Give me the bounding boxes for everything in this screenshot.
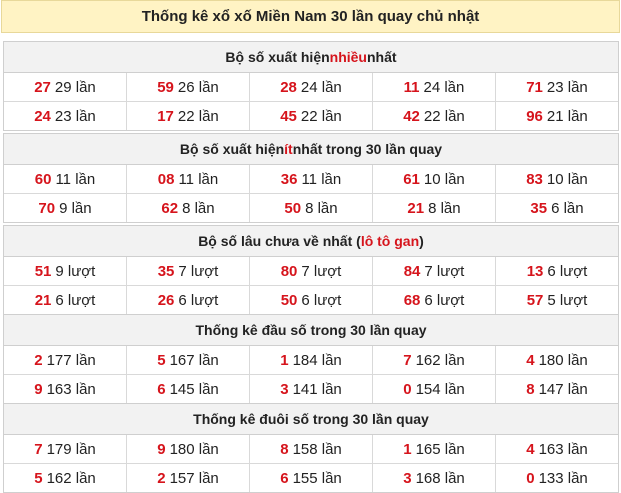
- lotto-number: 83: [526, 170, 543, 188]
- lotto-number: 0: [403, 380, 412, 398]
- lotto-number: 62: [161, 199, 179, 217]
- stats-cell: [4, 102, 127, 130]
- lotto-number: 35: [157, 262, 175, 280]
- occurrence-count: 8 lần: [305, 199, 338, 217]
- occurrence-count: 11 lần: [55, 170, 96, 188]
- occurrence-count: 145 lần: [169, 380, 219, 398]
- lotto-number: 50: [280, 291, 298, 309]
- occurrence-count: 5 lượt: [547, 291, 588, 309]
- stats-cell: [250, 346, 373, 374]
- occurrence-count: 7 lượt: [301, 262, 342, 280]
- stats-cell: [127, 257, 250, 285]
- stats-cell: [250, 194, 373, 222]
- occurrence-count: 7 lượt: [424, 262, 465, 280]
- lotto-number: 3: [403, 469, 412, 487]
- occurrence-count: 6 lượt: [301, 291, 342, 309]
- lotto-number: 6: [280, 469, 289, 487]
- stats-cell: [250, 435, 373, 463]
- lotto-number: 50: [284, 199, 302, 217]
- lotto-number: 5: [157, 351, 166, 369]
- occurrence-count: 163 lần: [46, 380, 96, 398]
- occurrence-count: 133 lần: [538, 469, 588, 487]
- stats-cell: [250, 375, 373, 403]
- lotto-number: 08: [157, 170, 175, 188]
- section-heading-text: Bộ số lâu chưa về nhất (: [198, 233, 361, 249]
- lotto-number: 3: [280, 380, 289, 398]
- stats-cell: [373, 102, 496, 130]
- occurrence-count: 167 lần: [169, 351, 219, 369]
- occurrence-count: 177 lần: [46, 351, 96, 369]
- stats-cell: [373, 435, 496, 463]
- occurrence-count: 9 lần: [59, 199, 92, 217]
- lotto-number: 0: [526, 469, 535, 487]
- page-title: Thống kê xổ xố Miền Nam 30 lần quay chủ nhật: [1, 0, 620, 33]
- stats-cell: [127, 102, 250, 130]
- stats-cell: [127, 346, 250, 374]
- occurrence-count: 6 lượt: [547, 262, 588, 280]
- stats-cell: [250, 257, 373, 285]
- lotto-number: 13: [526, 262, 544, 280]
- lotto-number: 36: [280, 170, 298, 188]
- stats-cell: [373, 194, 496, 222]
- occurrence-count: 22 lần: [177, 107, 219, 125]
- lotto-number: 68: [403, 291, 421, 309]
- occurrence-count: 141 lần: [292, 380, 342, 398]
- occurrence-count: 8 lần: [182, 199, 215, 217]
- lotto-number: 35: [530, 199, 548, 217]
- stats-cell: [127, 73, 250, 101]
- stats-section: [3, 314, 619, 404]
- lotto-number: 59: [157, 78, 174, 96]
- occurrence-count: 6 lượt: [178, 291, 219, 309]
- occurrence-count: 162 lần: [46, 469, 96, 487]
- section-heading: [4, 42, 618, 73]
- stats-cell: [4, 194, 127, 222]
- occurrence-count: 184 lần: [292, 351, 342, 369]
- stats-cell: [4, 346, 127, 374]
- stats-cell: [496, 346, 618, 374]
- stats-cell: [496, 435, 618, 463]
- lotto-number: 42: [403, 107, 420, 125]
- lotto-number: 8: [526, 380, 535, 398]
- stats-cell: [250, 464, 373, 492]
- occurrence-count: 11 lần: [301, 170, 342, 188]
- lotto-number: 51: [34, 262, 52, 280]
- section-heading-highlight: ít: [284, 141, 293, 157]
- occurrence-count: 23 lần: [54, 107, 96, 125]
- occurrence-count: 157 lần: [169, 469, 219, 487]
- stats-row: [4, 257, 618, 286]
- stats-cell: [496, 73, 618, 101]
- occurrence-count: 154 lần: [415, 380, 465, 398]
- stats-section: [3, 225, 619, 315]
- stats-row: [4, 194, 618, 222]
- stats-row: [4, 375, 618, 403]
- section-heading-text: Thống kê đuôi số trong 30 lần quay: [193, 411, 429, 427]
- stats-cell: [4, 435, 127, 463]
- occurrence-count: 21 lần: [546, 107, 588, 125]
- occurrence-count: 24 lần: [300, 78, 342, 96]
- stats-cell: [373, 286, 496, 314]
- stats-cell: [373, 375, 496, 403]
- lotto-number: 1: [280, 351, 289, 369]
- stats-cell: [373, 257, 496, 285]
- stats-cell: [127, 194, 250, 222]
- stats-cell: [127, 165, 250, 193]
- section-heading: [4, 134, 618, 165]
- occurrence-count: 29 lần: [54, 78, 96, 96]
- stats-row: [4, 346, 618, 375]
- lotto-number: 96: [526, 107, 543, 125]
- occurrence-count: 6 lượt: [424, 291, 465, 309]
- lotto-number: 11: [403, 78, 420, 96]
- section-heading: [4, 315, 618, 346]
- stats-cell: [496, 375, 618, 403]
- lotto-number: 45: [280, 107, 297, 125]
- stats-cell: [4, 73, 127, 101]
- stats-cell: [496, 165, 618, 193]
- occurrence-count: 162 lần: [415, 351, 465, 369]
- stats-section: [3, 41, 619, 131]
- section-heading-text: Thống kê đầu số trong 30 lần quay: [195, 322, 427, 338]
- stats-row: [4, 464, 618, 492]
- lotto-number: 21: [34, 291, 52, 309]
- occurrence-count: 23 lần: [546, 78, 588, 96]
- stats-cell: [373, 464, 496, 492]
- stats-cell: [127, 375, 250, 403]
- section-heading: [4, 404, 618, 435]
- section-heading: [4, 226, 618, 257]
- occurrence-count: 180 lần: [538, 351, 588, 369]
- stats-cell: [4, 286, 127, 314]
- occurrence-count: 8 lần: [428, 199, 461, 217]
- section-heading-highlight: nhiều: [329, 49, 367, 65]
- occurrence-count: 163 lần: [538, 440, 588, 458]
- lotto-number: 57: [526, 291, 544, 309]
- stats-row: [4, 286, 618, 314]
- lotto-number: 7: [34, 440, 43, 458]
- occurrence-count: 6 lượt: [55, 291, 96, 309]
- occurrence-count: 9 lượt: [55, 262, 96, 280]
- lotto-number: 9: [34, 380, 43, 398]
- lotto-number: 9: [157, 440, 166, 458]
- lotto-number: 7: [403, 351, 412, 369]
- lotto-number: 28: [280, 78, 297, 96]
- stats-cell: [127, 435, 250, 463]
- lotto-number: 4: [526, 351, 535, 369]
- lotto-number: 27: [34, 78, 51, 96]
- occurrence-count: 22 lần: [300, 107, 342, 125]
- stats-row: [4, 102, 618, 130]
- lotto-number: 26: [157, 291, 175, 309]
- stats-section: [3, 133, 619, 223]
- lotto-number: 4: [526, 440, 535, 458]
- stats-row: [4, 435, 618, 464]
- stats-cell: [496, 257, 618, 285]
- stats-cell: [373, 165, 496, 193]
- occurrence-count: 158 lần: [292, 440, 342, 458]
- occurrence-count: 11 lần: [178, 170, 219, 188]
- stats-cell: [496, 102, 618, 130]
- stats-cell: [4, 165, 127, 193]
- stats-cell: [250, 165, 373, 193]
- stats-cell: [4, 375, 127, 403]
- occurrence-count: 7 lượt: [178, 262, 219, 280]
- lotto-number: 1: [403, 440, 412, 458]
- occurrence-count: 168 lần: [415, 469, 465, 487]
- occurrence-count: 165 lần: [415, 440, 465, 458]
- lotto-number: 80: [280, 262, 298, 280]
- stats-section: [3, 403, 619, 493]
- occurrence-count: 24 lần: [423, 78, 465, 96]
- stats-cell: [373, 346, 496, 374]
- occurrence-count: 10 lần: [546, 170, 588, 188]
- lotto-number: 17: [157, 107, 174, 125]
- stats-cell: [496, 286, 618, 314]
- stats-cell: [4, 464, 127, 492]
- stats-cell: [127, 286, 250, 314]
- stats-cell: [496, 194, 618, 222]
- section-heading-suffix: nhất: [367, 49, 397, 65]
- stats-row: [4, 165, 618, 194]
- lotto-number: 21: [407, 199, 425, 217]
- lotto-number: 71: [526, 78, 543, 96]
- stats-cell: [496, 464, 618, 492]
- stats-cell: [250, 73, 373, 101]
- section-heading-suffix: nhất trong 30 lần quay: [292, 141, 443, 157]
- lotto-number: 8: [280, 440, 289, 458]
- occurrence-count: 22 lần: [423, 107, 465, 125]
- lotto-number: 5: [34, 469, 43, 487]
- occurrence-count: 10 lần: [423, 170, 465, 188]
- occurrence-count: 26 lần: [177, 78, 219, 96]
- lotto-number: 6: [157, 380, 166, 398]
- lotto-number: 2: [157, 469, 166, 487]
- occurrence-count: 147 lần: [538, 380, 588, 398]
- stats-cell: [4, 257, 127, 285]
- occurrence-count: 6 lần: [551, 199, 584, 217]
- lotto-number: 84: [403, 262, 421, 280]
- lotto-number: 70: [38, 199, 56, 217]
- stats-cell: [127, 464, 250, 492]
- occurrence-count: 180 lần: [169, 440, 219, 458]
- stats-cell: [250, 102, 373, 130]
- section-heading-text: Bộ số xuất hiện: [179, 141, 285, 157]
- lotto-number: 61: [403, 170, 420, 188]
- occurrence-count: 179 lần: [46, 440, 96, 458]
- stats-row: [4, 73, 618, 102]
- section-heading-highlight: lô tô gan: [360, 233, 420, 249]
- occurrence-count: 155 lần: [292, 469, 342, 487]
- lotto-number: 60: [34, 170, 52, 188]
- section-heading-suffix: ): [419, 233, 424, 249]
- lotto-number: 24: [34, 107, 51, 125]
- stats-cell: [250, 286, 373, 314]
- section-heading-text: Bộ số xuất hiện: [225, 49, 330, 65]
- stats-cell: [373, 73, 496, 101]
- lotto-number: 2: [34, 351, 43, 369]
